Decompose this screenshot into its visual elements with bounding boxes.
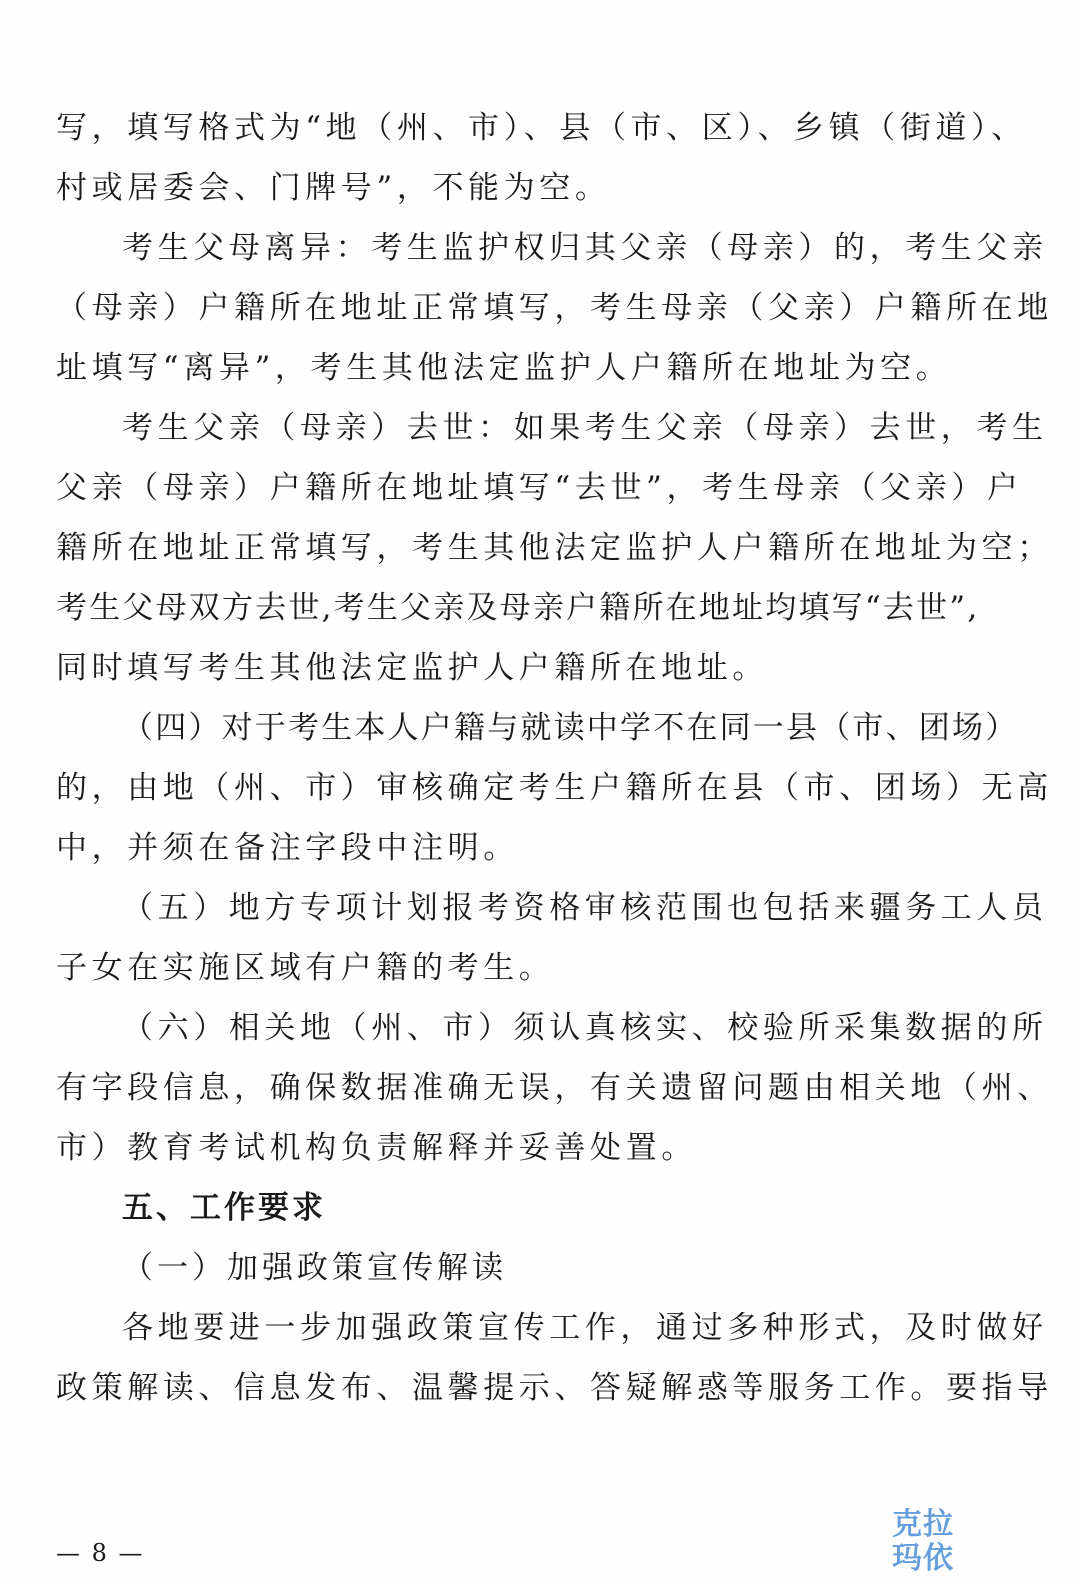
watermark-logo (892, 1508, 962, 1580)
watermark-line: 克拉 (892, 1507, 954, 1542)
body-line: 址填写“离异”，考生其他法定监护人户籍所在地址为空。 (56, 350, 952, 386)
document-body (56, 98, 1053, 1418)
subsection-heading: （一）加强政策宣传解读 (122, 1250, 507, 1286)
body-line: 同时填写考生其他法定监护人户籍所在地址。 (56, 650, 768, 686)
page-number: — 8 — (56, 1539, 145, 1567)
body-line: 子女在实施区域有户籍的考生。 (56, 950, 555, 986)
body-line: 考生父母双方去世,考生父亲及母亲户籍所在地址均填写“去世”, (56, 590, 980, 626)
watermark-line: 玛依 (892, 1541, 954, 1576)
body-line: （六）相关地（州、市）须认真核实、校验所采集数据的所 (122, 1010, 1048, 1046)
body-line: 父亲（母亲）户籍所在地址填写“去世”，考生母亲（父亲）户 (56, 470, 1023, 506)
body-line: （四）对于考生本人户籍与就读中学不在同一县（市、团场） (122, 710, 1019, 746)
body-line: 考生父母离异：考生监护权归其父亲（母亲）的，考生父亲 (122, 230, 1048, 266)
body-line: 写，填写格式为“地（州、市）、县（市、区）、乡镇（街道）、 (56, 110, 1027, 146)
body-line: 村或居委会、门牌号”，不能为空。 (56, 170, 611, 206)
body-line: 的，由地（州、市）审核确定考生户籍所在县（市、团场）无高 (56, 770, 1053, 806)
body-line: （五）地方专项计划报考资格审核范围也包括来疆务工人员 (122, 890, 1048, 926)
body-line: 各地要进一步加强政策宣传工作，通过多种形式，及时做好 (122, 1310, 1048, 1346)
body-line: 市）教育考试机构负责解释并妥善处置。 (56, 1130, 697, 1166)
body-line: 中，并须在备注字段中注明。 (56, 830, 519, 866)
body-line: 考生父亲（母亲）去世：如果考生父亲（母亲）去世，考生 (122, 410, 1048, 446)
section-heading: 五、工作要求 (122, 1190, 326, 1226)
body-line: 籍所在地址正常填写，考生其他法定监护人户籍所在地址为空； (56, 530, 1053, 566)
body-line: 有字段信息，确保数据准确无误，有关遗留问题由相关地（州、 (56, 1070, 1053, 1106)
body-line: 政策解读、信息发布、温馨提示、答疑解惑等服务工作。要指导 (56, 1370, 1053, 1406)
body-line: （母亲）户籍所在地址正常填写，考生母亲（父亲）户籍所在地 (56, 290, 1053, 326)
